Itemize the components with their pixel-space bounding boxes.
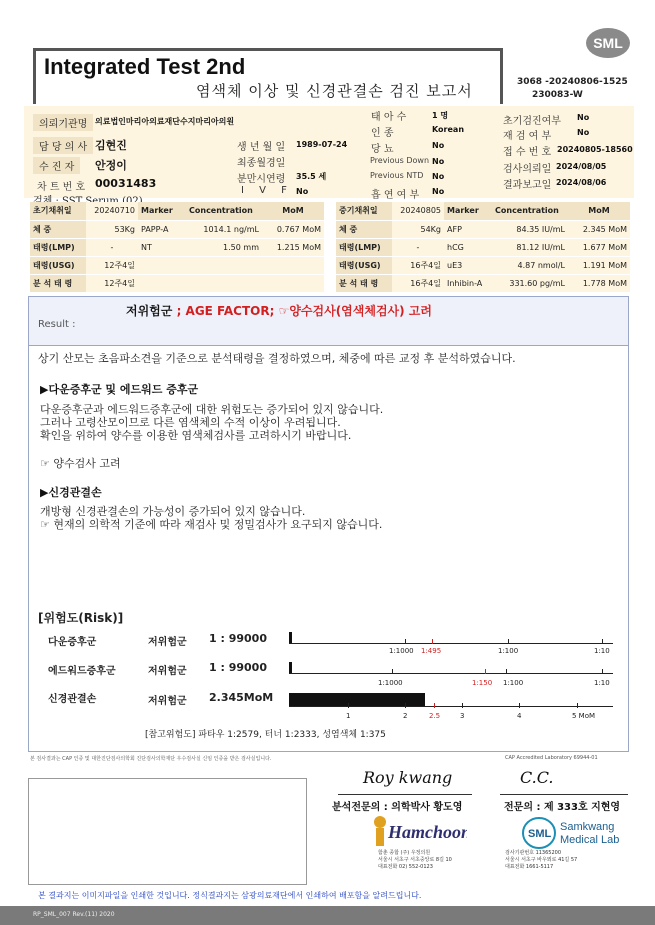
fetus-value: 1 명 [432,111,449,120]
edwards-tick-label: 1:1000 [378,679,403,687]
risk-grade-edwards: 저위험군 [148,666,187,677]
ntd-tick-label: 3 [460,712,465,720]
down-tick-label: 1:1000 [389,647,414,655]
report-date-label: 결과보고일 [503,180,552,191]
cap-notice: 본 검사결과는 CAP 인증 및 대한진단검사의학회 진단검사의학재단 우수검사실 신임 인증을 받은 검사실입니다. [30,756,272,762]
hamchoon-address [378,850,452,871]
receipt-label: 접 수 번 호 [503,147,552,158]
ft-label-0: 초기채취일 [30,202,86,220]
section-down-note: ☞ 양수검사 고려 [40,457,121,470]
st-marker-mom: 1.677 MoM [568,238,630,256]
report-date-value: 2024/08/06 [556,178,607,187]
ivf-value: No [296,187,309,196]
ntd-tick [462,703,463,708]
down-tick [602,639,603,644]
diabetes-value: No [432,141,445,150]
institution-label: 의뢰기관명 [33,114,93,131]
down-tick [508,639,509,644]
specialist-name: 전문의 : 제 333호 지현영 [504,802,621,813]
ft-label-3: 태령(USG) [30,256,86,274]
reexam-label: 재 검 여 부 [503,131,552,142]
st-marker-mom: 2.345 MoM [568,220,630,238]
samkwang-wordmark: Samkwang [560,821,615,833]
edwards-tick [392,669,393,674]
section-ntd-title: ▶신경관결손 [40,486,102,499]
ft-marker-mom: 0.767 MoM [262,220,324,238]
edwards-scale-line [289,673,613,674]
svg-text:SML: SML [528,828,552,840]
st-marker-mom: 1.778 MoM [568,274,630,292]
ntd-tick-label: 2 [403,712,408,720]
specialist-signature: C.C. [520,768,554,787]
form-code: RP_SML_007 Rev.(11) 2020 [33,911,115,918]
specialist-sign-line [500,794,628,795]
prev-down-value: No [432,157,445,166]
ft-label-2: 태령(LMP) [30,238,86,256]
st-marker-name: Inhibin-A [444,274,492,292]
cap-number: CAP Accredited Laboratory 69944-01 [505,755,598,761]
st-value-1: 54Kg [392,220,444,238]
ft-marker-header: Marker [138,202,186,220]
st-value-4: 16주4일 [392,274,444,292]
section-ntd-line-1: 개방형 신경관결손의 가능성이 증가되어 있지 않습니다. [40,505,306,518]
fetus-label: 태 아 수 [371,112,407,123]
report-code-1: 3068 -20240806-1525 [517,77,628,87]
risk-name-down: 다운증후군 [48,637,97,648]
ivf-label: I V F [241,185,293,196]
st-marker-conc: 331.60 pg/mL [492,274,568,292]
down-tick-cutoff [432,639,433,644]
ft-value-1: 53Kg [86,220,138,238]
st-marker-mom: 1.191 MoM [568,256,630,274]
doctor-label: 담 당 의 사 [33,137,93,154]
request-date-value: 2024/08/05 [556,162,607,171]
ft-value-2: - [86,238,138,256]
ft-label-1: 체 중 [30,220,86,238]
samkwang-subtitle: Medical Lab [560,834,620,846]
race-label: 인 종 [371,128,394,139]
down-tick [405,639,406,644]
st-value-0: 20240805 [392,202,444,220]
risk-grade-down: 저위험군 [148,637,187,648]
ntd-scale-line [289,706,613,707]
edwards-tick-label: 1:10 [594,679,610,687]
ft-marker-conc: 1.50 mm [186,238,262,256]
samkwang-logo-icon [522,815,632,851]
risk-title: [위험도(Risk)] [38,611,124,625]
ntd-tick [348,703,349,708]
hamchoon-wordmark: Hamchoon [388,822,467,842]
edwards-tick-label: 1:100 [503,679,524,687]
edwards-tick-cutoff [485,669,486,674]
down-tick-label: 1:100 [498,647,519,655]
delivery-age-value: 35.5 세 [296,172,327,181]
ft-marker-name: NT [138,238,186,256]
samkwang-address-line: 서울시 서초구 바우뫼로 41길 57 [505,857,578,863]
request-date-label: 검사의뢰일 [503,164,552,175]
ntd-tick [519,703,520,708]
risk-value-ntd: 2.345MoM [209,691,274,704]
risk-value-edwards: 1 : 99000 [209,661,267,674]
hamchoon-logo-icon [372,808,467,848]
report-code-2: 230083-W [532,90,583,100]
down-scale-line [289,643,613,644]
samkwang-address [505,850,577,871]
analyst-signature: Roy kwang [363,768,453,787]
analyst-sign-line [338,794,472,795]
ft-marker-mom: 1.215 MoM [262,238,324,256]
chart-label: 차 트 번 호 [37,182,86,193]
section-ntd-line-2: ☞ 현재의 의학적 기준에 따라 재검사 및 정밀검사가 요구되지 않습니다. [40,518,383,531]
chart-value: 00031483 [95,177,157,190]
st-marker-conc: 84.35 IU/mL [492,220,568,238]
sml-logo: SML [586,28,630,58]
st-label-3: 태령(USG) [336,256,392,274]
ft-value-0: 20240710 [86,202,138,220]
st-label-1: 체 중 [336,220,392,238]
edwards-tick [506,669,507,674]
edwards-tick-label-cutoff: 1:150 [472,679,493,687]
ft-mom-header: MoM [262,202,324,220]
analyst-name: 분석전문의 : 의학박사 황도영 [332,802,463,813]
examinee-label: 수 진 자 [33,157,80,174]
lmp-label: 최종월경일 [237,158,286,169]
st-label-4: 분 석 태 령 [336,274,392,292]
ft-value-3: 12주4일 [86,256,138,274]
receipt-value: 20240805-18560 [557,145,633,154]
intro-text: 상기 산모는 초음파소견을 기준으로 분석태령을 결정하였으며, 체중에 따른 교정 후 분석하였습니다. [38,352,516,365]
smoking-value: No [432,187,445,196]
footer-notice: 본 결과지는 이미지파일을 인쇄한 것입니다. 정식결과지는 삼광의료재단에서 인쇄하여 배포함을 알려드립니다. [38,891,422,900]
dob-value: 1989-07-24 [296,140,348,149]
section-down-line-3: 확인을 위하여 양수를 이용한 염색체검사를 고려하시기 바랍니다. [40,429,352,442]
samkwang-address-line: 검사기관번호 11365200 [505,850,562,856]
memo-box [28,778,307,885]
section-down-edwards-title: ▶다운증후군 및 에드워드 증후군 [40,383,199,396]
first-exam-value: No [577,113,590,122]
ntd-tick-label: 1 [346,712,351,720]
st-marker-conc: 81.12 IU/mL [492,238,568,256]
risk-value-down: 1 : 99000 [209,632,267,645]
result-recommendation: ; AGE FACTOR; ☞양수검사(염색체검사) 고려 [176,304,432,318]
prev-ntd-label: Previous NTD [370,171,424,180]
st-conc-header: Concentration [492,202,568,220]
ft-marker-conc: 1014.1 ng/mL [186,220,262,238]
dob-label: 생 년 월 일 [237,142,286,153]
reference-risks: [참고위험도] 파타우 1:2579, 터너 1:2333, 성염색체 1:375 [145,730,386,740]
prev-ntd-value: No [432,172,445,181]
st-marker-name: AFP [444,220,492,238]
second-trimester-table [336,202,630,293]
result-summary [126,302,432,319]
report-title: Integrated Test 2nd [44,54,246,79]
ntd-tick [577,703,578,708]
result-grade: 저위험군 [126,304,173,318]
st-value-2: - [392,238,444,256]
race-value: Korean [432,125,465,134]
down-tick-label: 1:10 [594,647,610,655]
st-mom-header: MoM [568,202,630,220]
risk-grade-ntd: 저위험군 [148,696,187,707]
smoking-label: 흡 연 여 부 [371,190,420,201]
edwards-tick [602,669,603,674]
down-tick-label-cutoff: 1:495 [421,647,442,655]
st-label-2: 태령(LMP) [336,238,392,256]
risk-name-edwards: 에드워드증후군 [48,666,116,677]
reexam-value: No [577,128,590,137]
doctor-value: 김현진 [95,139,127,152]
first-trimester-table [30,202,324,293]
ft-label-4: 분 석 태 령 [30,274,86,292]
hamchoon-address-line: 함춘 종합 (주) 우정의원 [378,850,431,856]
report-subtitle: 염색체 이상 및 신경관결손 검진 보고서 [196,82,473,100]
st-label-0: 중기채취일 [336,202,392,220]
st-marker-header: Marker [444,202,492,220]
ft-conc-header: Concentration [186,202,262,220]
st-marker-name: uE3 [444,256,492,274]
samkwang-address-line: 대표전화 1661-5117 [505,864,554,870]
result-label: Result : [38,319,76,330]
hamchoon-address-line: 서울시 서초구 서초중앙로 8길 10 [378,857,452,863]
ntd-tick [405,703,406,708]
ft-value-4: 12주4일 [86,274,138,292]
delivery-age-label: 분만시연령 [237,174,286,185]
samkwang-logo [522,815,632,851]
ntd-tick-label: 5 MoM [572,712,596,720]
ntd-tick-label-cutoff: 2.5 [429,712,441,720]
st-value-3: 16주4일 [392,256,444,274]
section-down-line-1: 다운증후군과 에드워드증후군에 대한 위험도는 증가되어 있지 않습니다. [40,403,384,416]
institution-value: 의료법인마리아의료재단수지마리아의원 [95,117,235,126]
ft-marker-name: PAPP-A [138,220,186,238]
hamchoon-logo [372,808,467,848]
first-exam-label: 초기검진여부 [503,116,561,127]
section-down-line-2: 그러나 고령산모이므로 다른 염색체의 수적 이상이 우려됩니다. [40,416,341,429]
diabetes-label: 당 뇨 [371,144,394,155]
st-marker-name: hCG [444,238,492,256]
ntd-tick-label: 4 [517,712,522,720]
examinee-value: 안정이 [95,159,127,172]
risk-name-ntd: 신경관결손 [48,694,97,705]
st-marker-conc: 4.87 nmol/L [492,256,568,274]
hamchoon-address-line: 대표전화 02) 552-0123 [378,864,433,870]
ntd-tick-cutoff [434,703,435,708]
prev-down-label: Previous Down [370,156,430,165]
